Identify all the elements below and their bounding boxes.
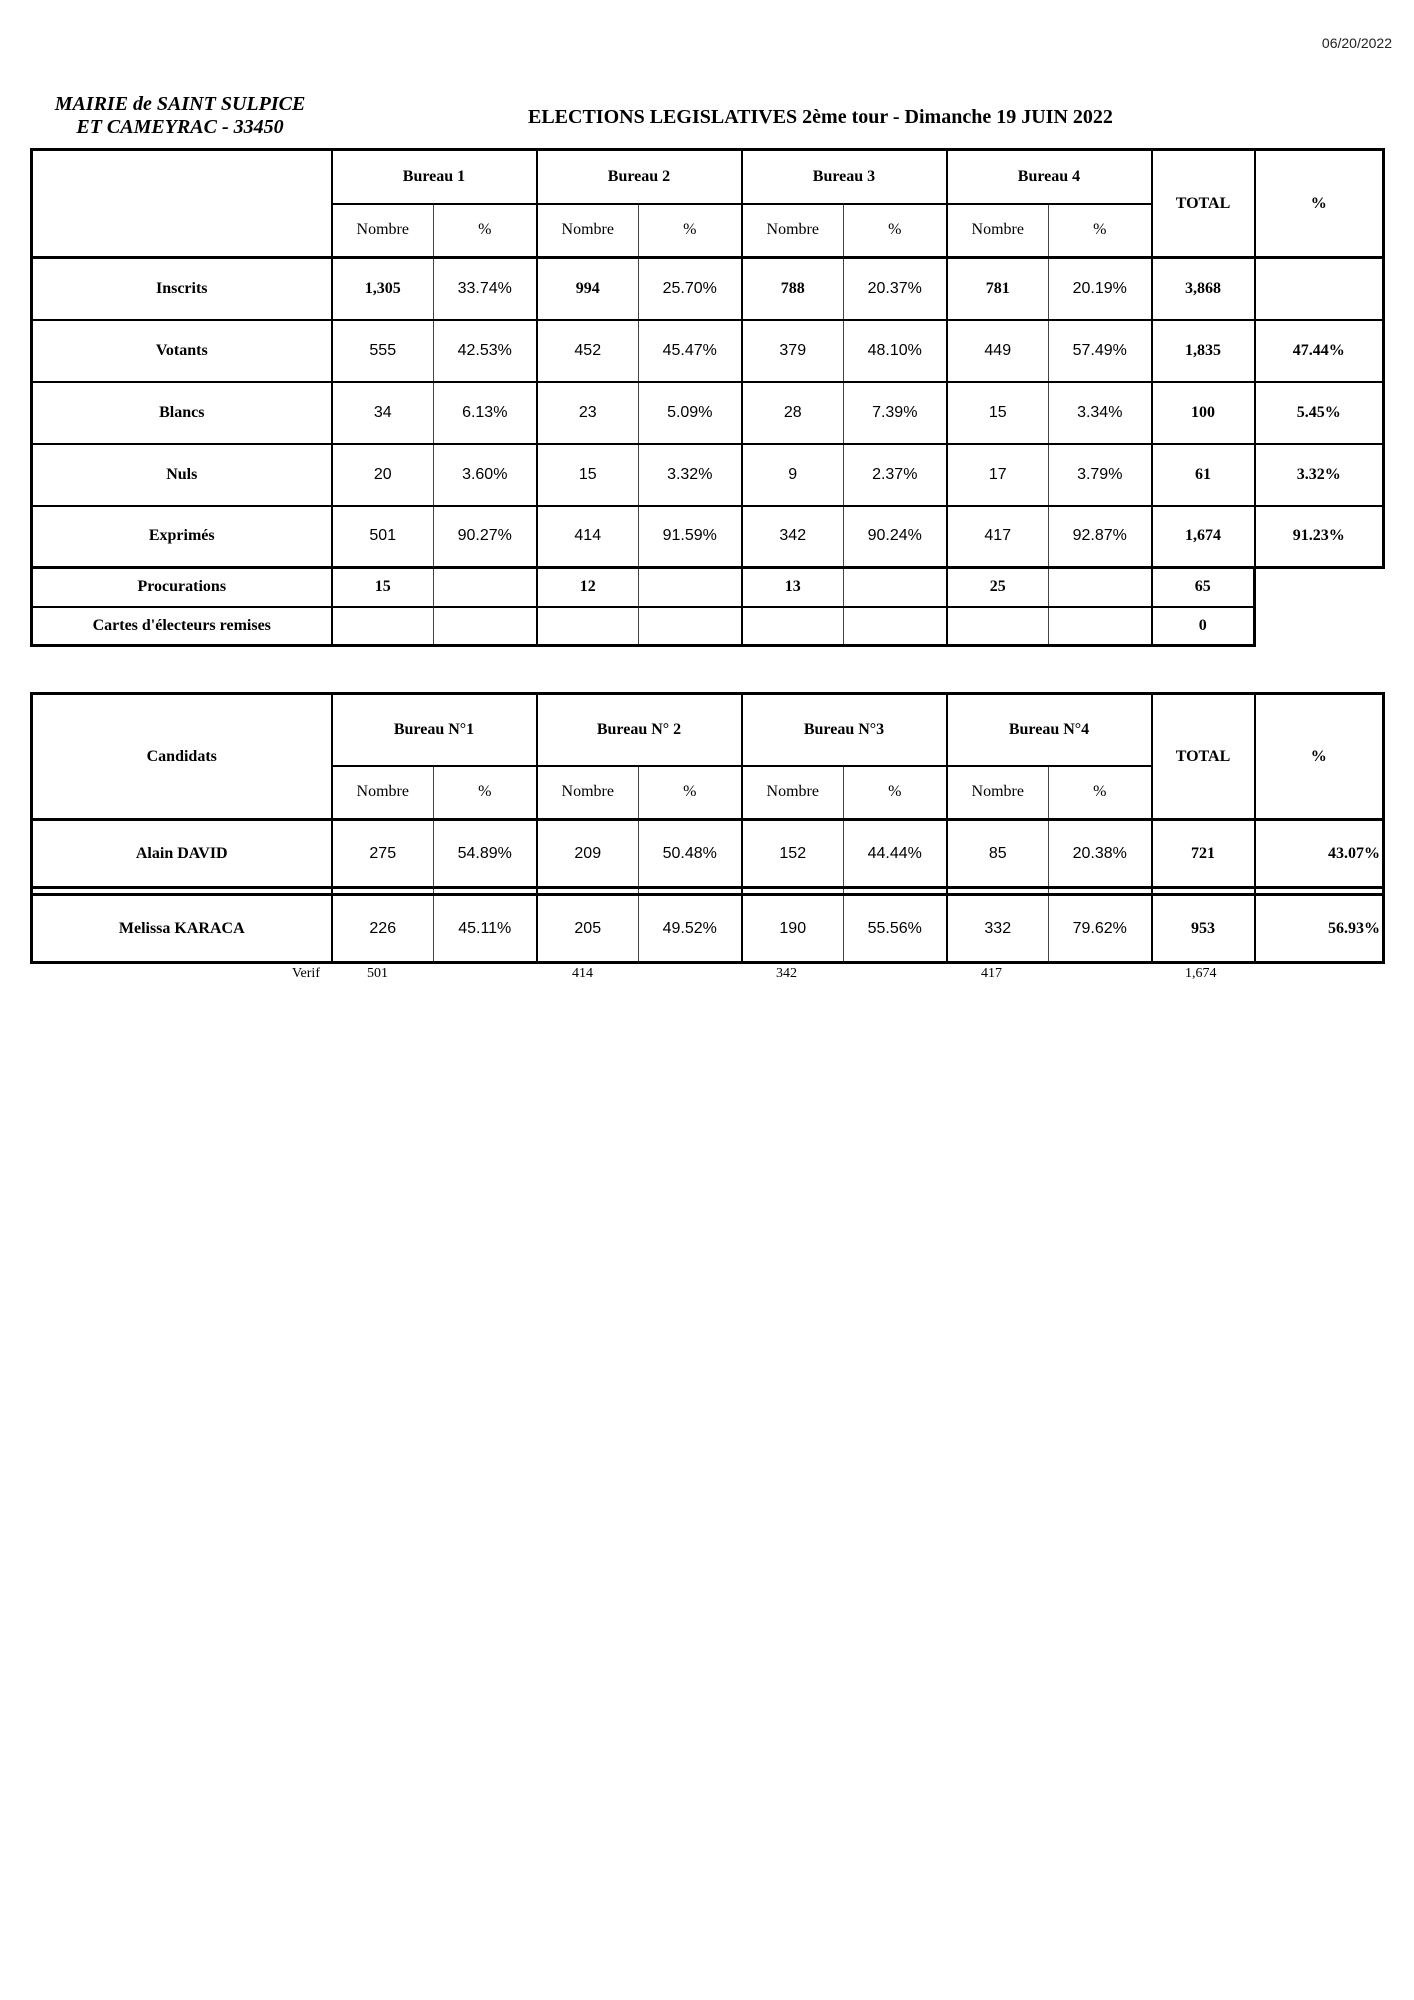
b4-count: 85 xyxy=(947,820,1049,888)
spacer-row xyxy=(32,888,1384,895)
b3-pct: 90.24% xyxy=(844,506,947,568)
total-count: 1,674 xyxy=(1152,506,1255,568)
b2-pct: 49.52% xyxy=(639,895,742,963)
nombre-subheader: Nombre xyxy=(332,766,434,820)
candidate-name: Melissa KARACA xyxy=(32,895,332,963)
mairie-line-1: MAIRIE de SAINT SULPICE xyxy=(54,93,306,115)
pct-header: % xyxy=(1255,150,1384,258)
b4-pct xyxy=(1049,568,1152,607)
b3-pct xyxy=(844,607,947,646)
pct-subheader: % xyxy=(434,766,537,820)
b1-count: 275 xyxy=(332,820,434,888)
candidate-name: Alain DAVID xyxy=(32,820,332,888)
spacer-cell xyxy=(537,888,639,895)
b1-count xyxy=(332,607,434,646)
page-title: ELECTIONS LEGISLATIVES 2ème tour - Dimanche 19 JUIN 2022 xyxy=(528,106,1113,128)
b4-pct: 92.87% xyxy=(1049,506,1152,568)
nombre-subheader: Nombre xyxy=(537,766,639,820)
print-date: 06/20/2022 xyxy=(1321,35,1392,51)
b1-pct: 54.89% xyxy=(434,820,537,888)
b2-pct: 5.09% xyxy=(639,382,742,444)
b2-count xyxy=(537,607,639,646)
b2-pct: 25.70% xyxy=(639,258,742,320)
total-count: 61 xyxy=(1152,444,1255,506)
nombre-subheader: Nombre xyxy=(742,766,844,820)
b3-pct: 7.39% xyxy=(844,382,947,444)
header-row-bureaux xyxy=(32,150,1384,204)
b3-pct: 2.37% xyxy=(844,444,947,506)
bureau-3-header: Bureau N°3 xyxy=(742,694,947,766)
b3-count: 379 xyxy=(742,320,844,382)
row-label: Blancs xyxy=(32,382,332,444)
nombre-subheader: Nombre xyxy=(742,204,844,258)
total-header: TOTAL xyxy=(1152,150,1255,258)
b1-count: 34 xyxy=(332,382,434,444)
b2-count: 205 xyxy=(537,895,639,963)
bureau-2-header: Bureau N° 2 xyxy=(537,694,742,766)
total-pct: 3.32% xyxy=(1255,444,1384,506)
b1-pct: 90.27% xyxy=(434,506,537,568)
pct-subheader: % xyxy=(1049,766,1152,820)
participation-table xyxy=(30,148,1385,647)
header-row-bureaux xyxy=(32,694,1384,766)
pct-subheader: % xyxy=(434,204,537,258)
b4-count: 17 xyxy=(947,444,1049,506)
b4-pct: 20.19% xyxy=(1049,258,1152,320)
row-label: Procurations xyxy=(32,568,332,607)
spacer-cell xyxy=(32,888,332,895)
bureau-4-header: Bureau N°4 xyxy=(947,694,1152,766)
b2-pct: 3.32% xyxy=(639,444,742,506)
bureau-1-header: Bureau N°1 xyxy=(332,694,537,766)
verif-b4: 417 xyxy=(981,966,1002,981)
spacer-cell xyxy=(947,888,1049,895)
row-exprimes xyxy=(32,506,1384,568)
total-count: 953 xyxy=(1152,895,1255,963)
b2-pct xyxy=(639,568,742,607)
total-count: 0 xyxy=(1152,607,1255,646)
b4-pct: 79.62% xyxy=(1049,895,1152,963)
b4-count: 449 xyxy=(947,320,1049,382)
spacer-cell xyxy=(1255,888,1384,895)
b1-pct: 42.53% xyxy=(434,320,537,382)
pct-subheader: % xyxy=(844,766,947,820)
pct-subheader: % xyxy=(639,204,742,258)
verif-label: Verif xyxy=(292,966,320,981)
b1-count: 555 xyxy=(332,320,434,382)
b1-pct xyxy=(434,568,537,607)
bureau-3-header: Bureau 3 xyxy=(742,150,947,204)
total-count: 100 xyxy=(1152,382,1255,444)
b3-count: 190 xyxy=(742,895,844,963)
spacer-cell xyxy=(1049,888,1152,895)
b2-count: 209 xyxy=(537,820,639,888)
nombre-subheader: Nombre xyxy=(537,204,639,258)
total-pct: 43.07% xyxy=(1255,820,1384,888)
total-count: 65 xyxy=(1152,568,1255,607)
candidate-row-david xyxy=(32,820,1384,888)
b1-pct xyxy=(434,607,537,646)
candidate-row-karaca xyxy=(32,895,1384,963)
total-pct xyxy=(1255,258,1384,320)
row-label: Exprimés xyxy=(32,506,332,568)
mairie-line-2: ET CAMEYRAC - 33450 xyxy=(76,116,284,138)
nombre-subheader: Nombre xyxy=(947,766,1049,820)
spacer-cell xyxy=(639,888,742,895)
b1-pct: 3.60% xyxy=(434,444,537,506)
b4-count: 781 xyxy=(947,258,1049,320)
b2-count: 23 xyxy=(537,382,639,444)
verif-b1: 501 xyxy=(367,966,388,981)
empty-cell xyxy=(1255,568,1384,607)
b3-pct: 48.10% xyxy=(844,320,947,382)
pct-header: % xyxy=(1255,694,1384,820)
bureau-2-header: Bureau 2 xyxy=(537,150,742,204)
b4-count: 25 xyxy=(947,568,1049,607)
b3-pct: 44.44% xyxy=(844,820,947,888)
b4-pct: 20.38% xyxy=(1049,820,1152,888)
b1-count: 226 xyxy=(332,895,434,963)
b4-pct: 3.34% xyxy=(1049,382,1152,444)
b1-count: 15 xyxy=(332,568,434,607)
total-header: TOTAL xyxy=(1152,694,1255,820)
spacer-cell xyxy=(332,888,434,895)
spacer-cell xyxy=(434,888,537,895)
b2-pct: 91.59% xyxy=(639,506,742,568)
total-pct: 91.23% xyxy=(1255,506,1384,568)
b3-pct: 20.37% xyxy=(844,258,947,320)
row-label: Votants xyxy=(32,320,332,382)
row-label: Nuls xyxy=(32,444,332,506)
bureau-1-header: Bureau 1 xyxy=(332,150,537,204)
pct-subheader: % xyxy=(844,204,947,258)
spacer-cell xyxy=(1152,888,1255,895)
spacer-cell xyxy=(742,888,844,895)
b3-count: 13 xyxy=(742,568,844,607)
b4-pct: 57.49% xyxy=(1049,320,1152,382)
spacer-cell xyxy=(844,888,947,895)
row-procurations xyxy=(32,568,1384,607)
row-nuls xyxy=(32,444,1384,506)
bureau-4-header: Bureau 4 xyxy=(947,150,1152,204)
b3-pct xyxy=(844,568,947,607)
b4-pct xyxy=(1049,607,1152,646)
total-count: 3,868 xyxy=(1152,258,1255,320)
b2-count: 994 xyxy=(537,258,639,320)
verif-total: 1,674 xyxy=(1185,966,1217,981)
b3-count: 9 xyxy=(742,444,844,506)
b1-count: 1,305 xyxy=(332,258,434,320)
total-pct: 5.45% xyxy=(1255,382,1384,444)
b3-count: 28 xyxy=(742,382,844,444)
nombre-subheader: Nombre xyxy=(332,204,434,258)
total-pct: 47.44% xyxy=(1255,320,1384,382)
b3-count: 788 xyxy=(742,258,844,320)
total-count: 1,835 xyxy=(1152,320,1255,382)
b4-count: 417 xyxy=(947,506,1049,568)
candidats-header: Candidats xyxy=(32,694,332,820)
nombre-subheader: Nombre xyxy=(947,204,1049,258)
mairie-header xyxy=(25,93,335,139)
b2-pct: 45.47% xyxy=(639,320,742,382)
b1-pct: 45.11% xyxy=(434,895,537,963)
row-label: Cartes d'électeurs remises xyxy=(32,607,332,646)
b4-count: 15 xyxy=(947,382,1049,444)
b4-count: 332 xyxy=(947,895,1049,963)
b2-pct xyxy=(639,607,742,646)
row-inscrits xyxy=(32,258,1384,320)
row-label: Inscrits xyxy=(32,258,332,320)
pct-subheader: % xyxy=(639,766,742,820)
b2-count: 414 xyxy=(537,506,639,568)
b3-pct: 55.56% xyxy=(844,895,947,963)
total-count: 721 xyxy=(1152,820,1255,888)
row-blancs xyxy=(32,382,1384,444)
verif-row xyxy=(30,964,1382,986)
empty-cell xyxy=(1255,607,1384,646)
b4-pct: 3.79% xyxy=(1049,444,1152,506)
row-cartes xyxy=(32,607,1384,646)
b1-pct: 6.13% xyxy=(434,382,537,444)
pct-subheader: % xyxy=(1049,204,1152,258)
b3-count xyxy=(742,607,844,646)
row-votants xyxy=(32,320,1384,382)
verif-b2: 414 xyxy=(572,966,593,981)
b1-pct: 33.74% xyxy=(434,258,537,320)
b2-count: 12 xyxy=(537,568,639,607)
blank-corner-cell xyxy=(32,150,332,258)
b4-count xyxy=(947,607,1049,646)
b3-count: 152 xyxy=(742,820,844,888)
b2-count: 15 xyxy=(537,444,639,506)
candidates-table xyxy=(30,692,1385,964)
b2-pct: 50.48% xyxy=(639,820,742,888)
b1-count: 20 xyxy=(332,444,434,506)
total-pct: 56.93% xyxy=(1255,895,1384,963)
b2-count: 452 xyxy=(537,320,639,382)
b1-count: 501 xyxy=(332,506,434,568)
verif-b3: 342 xyxy=(776,966,797,981)
b3-count: 342 xyxy=(742,506,844,568)
